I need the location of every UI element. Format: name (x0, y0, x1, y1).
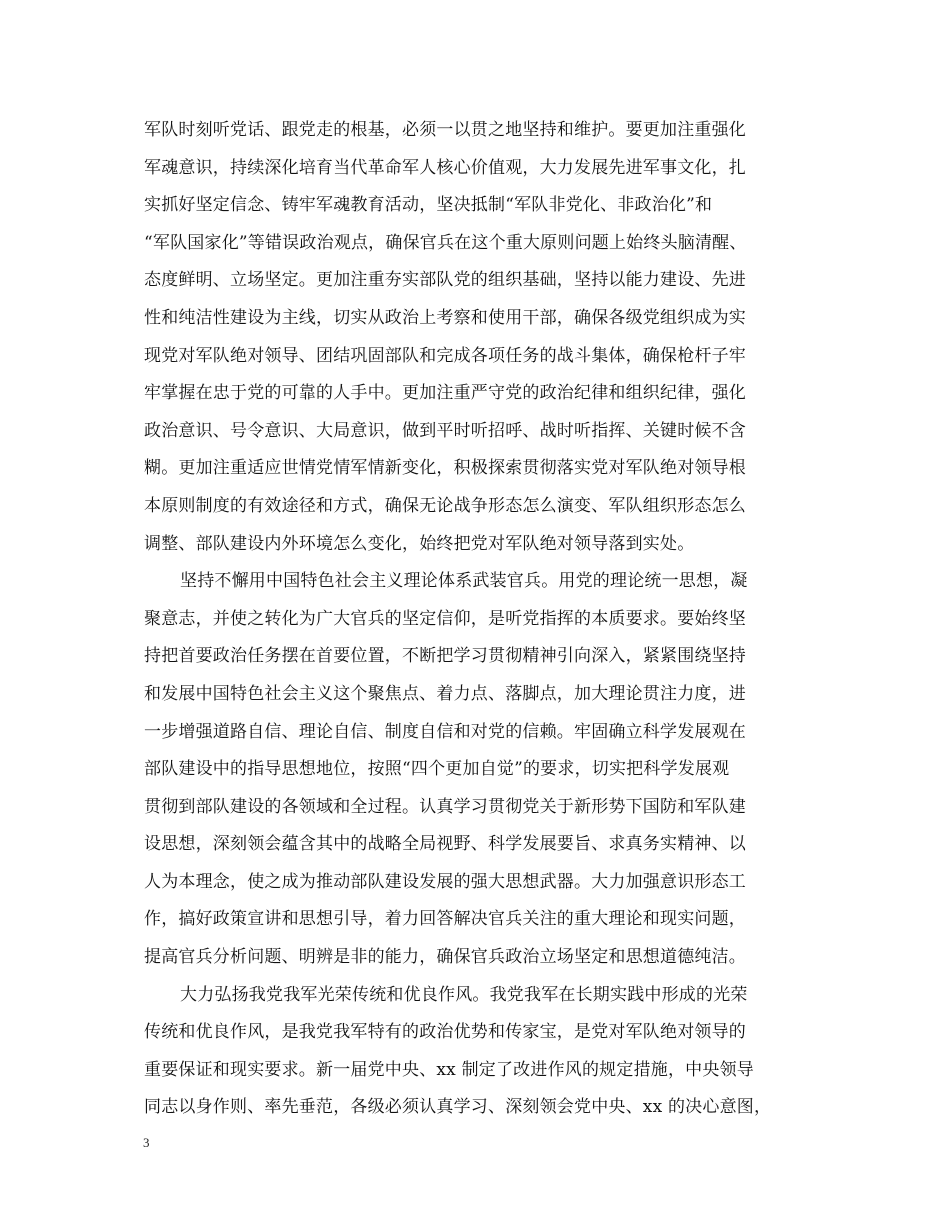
text-line: 军队时刻听党话、跟党走的根基，必须一以贯之地坚持和维护。要更加注重强化 (144, 120, 746, 140)
paragraph-start-line: 大力弘扬我党我军光荣传统和优良作风。我党我军在长期实践中形成的光荣 (180, 984, 748, 1005)
text-line: 和发展中国特色社会主义这个聚焦点、着力点、落脚点，加大理论贯注力度，进 (144, 683, 746, 704)
text-line: 同志以身作则、率先垂范，各级必须认真学习、深刻领会党中央、xx 的决心意图， (144, 1097, 772, 1118)
text-line: 本原则制度的有效途径和方式，确保无论战争形态怎么演变、军队组织形态怎么 (144, 495, 746, 516)
text-line: 糊。更加注重适应世情党情军情新变化，积极探索贯彻落实党对军队绝对领导根 (144, 458, 746, 479)
text-line: 实抓好坚定信念、铸牢军魂教育活动，坚决抵制“军队非党化、非政治化”和 (144, 195, 713, 216)
text-line: 贯彻到部队建设的各领域和全过程。认真学习贯彻党关于新形势下国防和军队建 (144, 796, 746, 817)
text-line: 军魂意识，持续深化培育当代革命军人核心价值观，大力发展先进军事文化，扎 (144, 157, 746, 178)
text-line: 人为本理念，使之成为推动部队建设发展的强大思想武器。大力加强意识形态工 (144, 871, 746, 892)
paragraph-start-line: 坚持不懈用中国特色社会主义理论体系武装官兵。用党的理论统一思想，凝 (180, 571, 748, 592)
text-line: 部队建设中的指导思想地位，按照“四个更加自觉”的要求，切实把科学发展观 (144, 759, 730, 780)
text-line: 作，搞好政策宣讲和思想引导，着力回答解决官兵关注的重大理论和现实问题， (144, 909, 746, 930)
text-line: 态度鲜明、立场坚定。更加注重夯实部队党的组织基础，坚持以能力建设、先进 (144, 270, 746, 291)
text-line: 性和纯洁性建设为主线，切实从政治上考察和使用干部，确保各级党组织成为实 (144, 307, 746, 328)
text-line: 设思想，深刻领会蕴含其中的战略全局视野、科学发展要旨、求真务实精神、以 (144, 834, 746, 855)
text-line: 调整、部队建设内外环境怎么变化，始终把党对军队绝对领导落到实处。 (144, 533, 695, 554)
text-line: 政治意识、号令意识、大局意识，做到平时听招呼、战时听指挥、关键时候不含 (144, 420, 746, 441)
text-line: “军队国家化”等错误政治观点，确保官兵在这个重大原则问题上始终头脑清醒、 (144, 232, 747, 253)
page-number: 3 (143, 1135, 150, 1150)
text-line: 聚意志，并使之转化为广大官兵的坚定信仰，是听党指挥的本质要求。要始终坚 (144, 608, 746, 629)
text-line: 现党对军队绝对领导、团结巩固部队和完成各项任务的战斗集体，确保枪杆子牢 (144, 345, 746, 366)
text-line: 持把首要政治任务摆在首要位置，不断把学习贯彻精神引向深入，紧紧围绕坚持 (144, 646, 746, 667)
text-line: 一步增强道路自信、理论自信、制度自信和对党的信赖。牢固确立科学发展观在 (144, 721, 746, 742)
text-line: 提高官兵分析问题、明辨是非的能力，确保官兵政治立场坚定和思想道德纯洁。 (144, 947, 746, 968)
text-line: 传统和优良作风，是我党我军特有的政治优势和传家宝，是党对军队绝对领导的 (144, 1022, 746, 1043)
text-line: 重要保证和现实要求。新一届党中央、xx 制定了改进作风的规定措施，中央领导 (144, 1059, 754, 1080)
text-line: 牢掌握在忠于党的可靠的人手中。更加注重严守党的政治纪律和组织纪律，强化 (144, 383, 746, 404)
document-body (144, 112, 824, 1127)
